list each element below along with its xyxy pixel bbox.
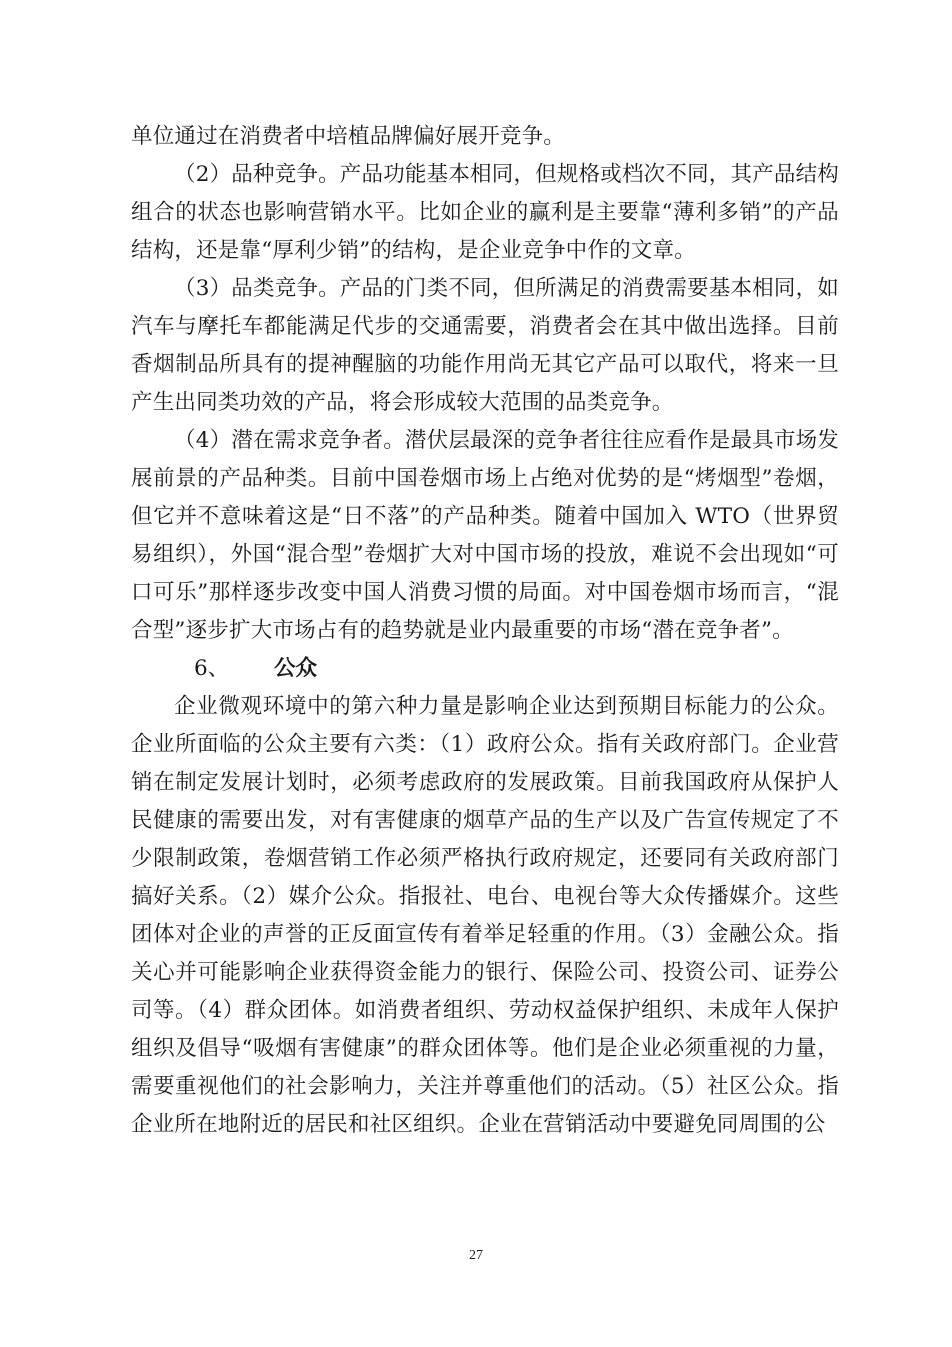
paragraph-p3: （4）潜在需求竞争者。潜伏层最深的竞争者往往应看作是最具市场发展前景的产品种类。目前中国卷烟市场上占绝对优势的是“烤烟型”卷烟，但它并不意味着这是“日不落”的产品种类。随着中国加入 WTO（世界贸易组织），外国“混合型”卷烟扩大对中国市场的投放，难说不会出现如“可口可乐”那样逐步改变中国人消费习惯的局面。对中国卷烟市场而言，“混合型”逐步扩大市场占有的趋势就是业内最重要的市场“潜在竞争者”。 bbox=[131, 428, 839, 643]
page-number: 27 bbox=[469, 1248, 483, 1263]
section-heading-title: 公众 bbox=[274, 656, 318, 681]
body-text-before-heading bbox=[131, 118, 839, 650]
section-heading bbox=[131, 650, 839, 688]
paragraph-p1: （2）品种竞争。产品功能基本相同，但规格或档次不同，其产品结构组合的状态也影响营销水平。比如企业的赢利是主要靠“薄利多销”的产品结构，还是靠“厚利少销”的结构，是企业竞争中作的文章。 bbox=[131, 162, 839, 263]
paragraph-p2: （3）品类竞争。产品的门类不同，但所满足的消费需要基本相同，如汽车与摩托车都能满足代步的交通需要，消费者会在其中做出选择。目前香烟制品所具有的提神醒脑的功能作用尚无其它产品可以取代，将来一旦产生出同类功效的产品，将会形成较大范围的品类竞争。 bbox=[131, 276, 839, 415]
section-heading-number: 6、 bbox=[194, 656, 230, 681]
body-text-after-heading bbox=[131, 688, 839, 1144]
paragraph-p4: 企业微观环境中的第六种力量是影响企业达到预期目标能力的公众。企业所面临的公众主要有六类：（1）政府公众。指有关政府部门。企业营销在制定发展计划时，必须考虑政府的发展政策。目前我国政府从保护人民健康的需要出发，对有害健康的烟草产品的生产以及广告宣传规定了不少限制政策，卷烟营销工作必须严格执行政府规定，还要同有关政府部门搞好关系。（2）媒介公众。指报社、电台、电视台等大众传播媒介。这些团体对企业的声誉的正反面宣传有着举足轻重的作用。（3）金融公众。指关心并可能影响企业获得资金能力的银行、保险公司、投资公司、证券公司等。（4）群众团体。如消费者组织、劳动权益保护组织、未成年人保护组织及倡导“吸烟有害健康”的群众团体等。他们是企业必须重视的力量，需要重视他们的社会影响力，关注并尊重他们的活动。（5）社区公众。指企业所在地附近的居民和社区组织。企业在营销活动中要避免同周围的公 bbox=[131, 694, 839, 1137]
paragraph-p0: 单位通过在消费者中培植品牌偏好展开竞争。 bbox=[131, 124, 566, 149]
document-page bbox=[131, 118, 839, 1144]
